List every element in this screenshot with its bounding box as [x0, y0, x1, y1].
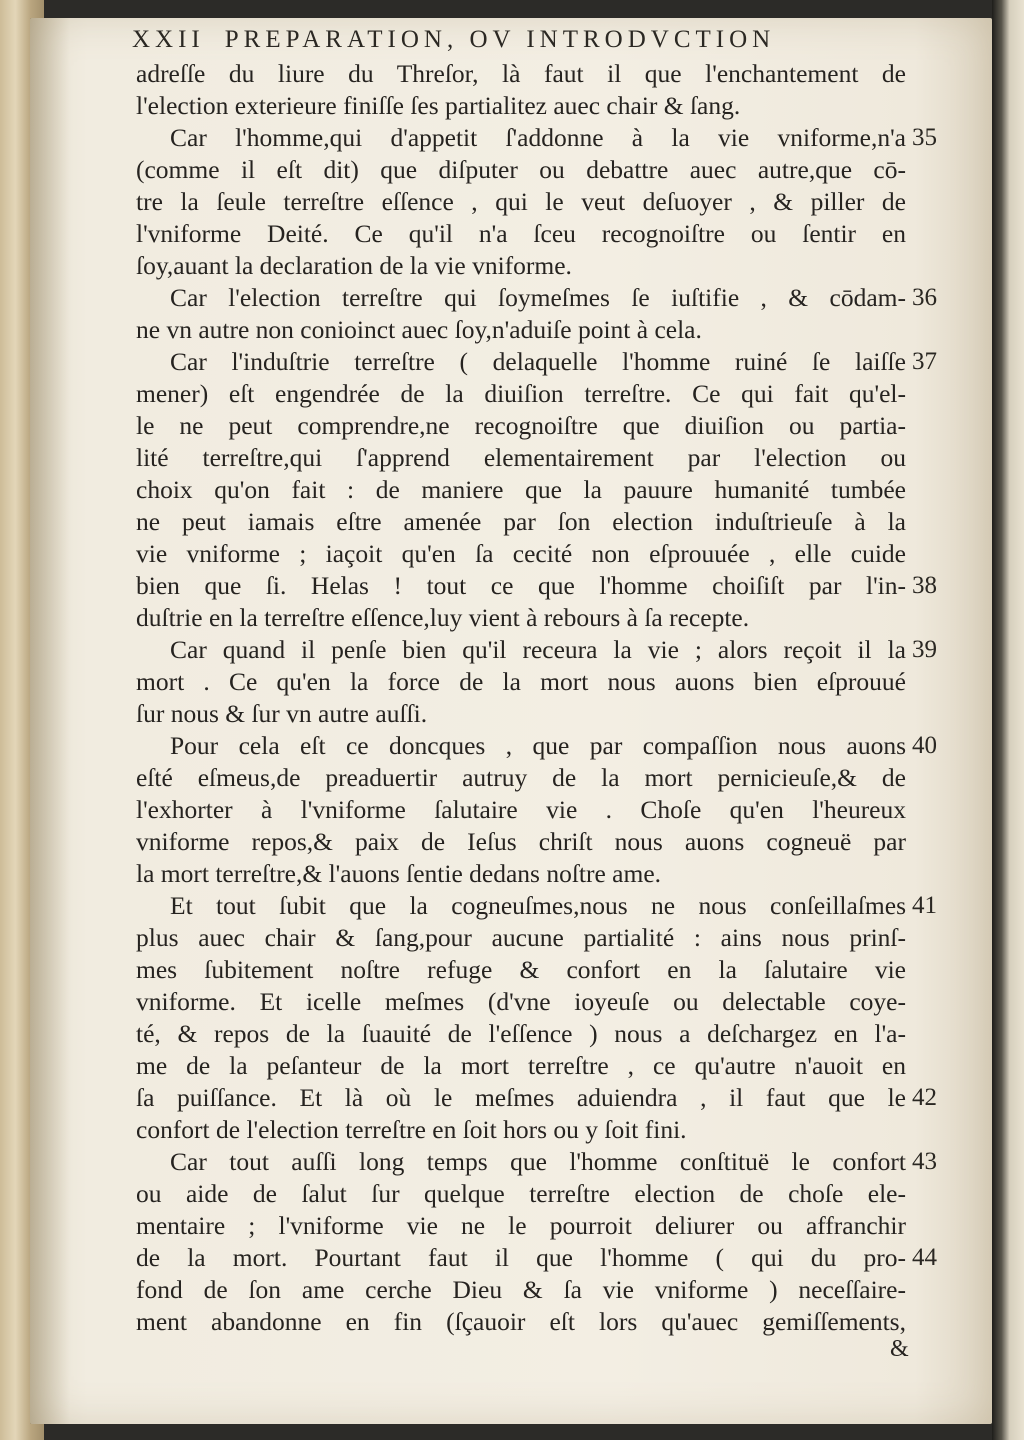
verse-number: 35 — [912, 124, 937, 151]
text-line: l'vniforme Deité. Ce qu'il n'a ſceu recognoiſtre ou ſentir en — [136, 219, 906, 248]
verse-number: 37 — [912, 348, 937, 375]
text-line: Car l'election terreſtre qui ſoymeſmes ſe iuſtifie , & cōdam- — [170, 283, 906, 312]
catchword: & — [890, 1336, 909, 1362]
text-line: vniforme repos,& paix de Ieſus chriſt nous auons cogneuë par — [136, 827, 906, 856]
text-line: Et tout ſubit que la cogneuſmes,nous ne nous conſeillaſmes — [170, 891, 906, 920]
text-line: ne peut iamais eſtre amenée par ſon election induſtrieuſe à la — [136, 507, 906, 536]
text-line: (comme il eſt dit) que diſputer ou debattre auec autre,que cō- — [136, 155, 906, 184]
text-line: confort de l'election terreſtre en ſoit hors ou y ſoit fini. — [136, 1115, 687, 1144]
text-line: eſté eſmeus,de preaduertir autruy de la mort pernicieuſe,& de — [136, 763, 906, 792]
text-line: adreſſe du liure du Threſor, là faut il que l'enchantement de — [136, 59, 906, 88]
text-line: mener) eſt engendrée de la diuiſion terreſtre. Ce qui fait qu'el- — [136, 379, 906, 408]
text-line: ou aide de ſalut ſur quelque terreſtre election de choſe ele- — [136, 1179, 906, 1208]
verse-number: 40 — [912, 732, 937, 759]
verse-number: 44 — [912, 1244, 937, 1271]
text-line: mentaire ; l'vniforme vie ne le pourroit deliurer ou affranchir — [136, 1211, 906, 1240]
text-line: Car quand il penſe bien qu'il receura la vie ; alors reçoit il la — [170, 635, 906, 664]
text-line: bien que ſi. Helas ! tout ce que l'homme choiſiſt par l'in- — [136, 571, 906, 600]
text-line: mes ſubitement noſtre refuge & confort en la ſalutaire vie — [136, 955, 906, 984]
text-line: ſa puiſſance. Et là où le meſmes aduiendra , il faut que le — [136, 1083, 906, 1112]
verse-number: 41 — [912, 892, 937, 919]
text-line: vie vniforme ; iaçoit qu'en ſa cecité non eſprouuée , elle cuide — [136, 539, 906, 568]
running-title: PREPARATION, OV INTRODVCTION — [224, 26, 776, 53]
text-line: Car l'homme,qui d'appetit ſ'addonne à la vie vniforme,n'a — [170, 123, 906, 152]
text-line: le ne peut comprendre,ne recognoiſtre que diuiſion ou partia- — [136, 411, 906, 440]
text-line: tre la ſeule terreſtre eſſence , qui le veut deſuoyer , & piller de — [136, 187, 906, 216]
running-head — [132, 26, 852, 54]
text-line: de la mort. Pourtant faut il que l'homme ( qui du pro- — [136, 1243, 906, 1272]
text-line: fond de ſon ame cerche Dieu & ſa vie vniforme ) neceſſaire- — [136, 1275, 906, 1304]
text-line: ſur nous & ſur vn autre auſſi. — [136, 699, 428, 728]
text-line: mort . Ce qu'en la force de la mort nous auons bien eſprouué — [136, 667, 906, 696]
text-line: Pour cela eſt ce doncques , que par compaſſion nous auons — [170, 731, 906, 760]
text-line: l'election exterieure finiſſe ſes partialitez auec chair & ſang. — [136, 91, 741, 120]
text-line: vniforme. Et icelle meſmes (d'vne ioyeuſe ou delectable coye- — [136, 987, 906, 1016]
verse-number: 38 — [912, 572, 937, 599]
page-edge-right — [992, 0, 1024, 1440]
text-line: ment abandonne en fin (ſçauoir eſt lors qu'auec gemiſſements, — [136, 1307, 906, 1336]
text-line: té, & repos de la ſuauité de l'eſſence ) nous a deſchargez en l'a- — [136, 1019, 906, 1048]
text-line: duſtrie en la terreſtre eſſence,luy vient à rebours à ſa recepte. — [136, 603, 750, 632]
text-line: choix qu'on fait : de maniere que la pauure humanité tumbée — [136, 475, 906, 504]
text-line: Car tout auſſi long temps que l'homme conſtituë le confort — [170, 1147, 906, 1176]
text-line: ne vn autre non conioinct auec ſoy,n'aduiſe point à cela. — [136, 315, 702, 344]
body-text — [136, 58, 906, 1338]
text-line: ſoy,auant la declaration de la vie vniforme. — [136, 251, 572, 280]
text-line: me de la peſanteur de la mort terreſtre , ce qu'autre n'auoit en — [136, 1051, 906, 1080]
verse-number: 39 — [912, 636, 937, 663]
text-line: lité terreſtre,qui ſ'apprend elementairement par l'election ou — [136, 443, 906, 472]
page-folio: XXII — [132, 26, 205, 53]
text-line: plus auec chair & ſang,pour aucune partialité : ains nous prinſ- — [136, 923, 906, 952]
verse-number: 43 — [912, 1148, 937, 1175]
verse-number: 36 — [912, 284, 937, 311]
verse-number: 42 — [912, 1084, 937, 1111]
text-line: Car l'induſtrie terreſtre ( delaquelle l'homme ruiné ſe laiſſe — [170, 347, 906, 376]
gutter-shadow — [30, 18, 70, 1424]
text-line: la mort terreſtre,& l'auons ſentie dedans noſtre ame. — [136, 859, 662, 888]
text-line: l'exhorter à l'vniforme ſalutaire vie . Choſe qu'en l'heureux — [136, 795, 906, 824]
